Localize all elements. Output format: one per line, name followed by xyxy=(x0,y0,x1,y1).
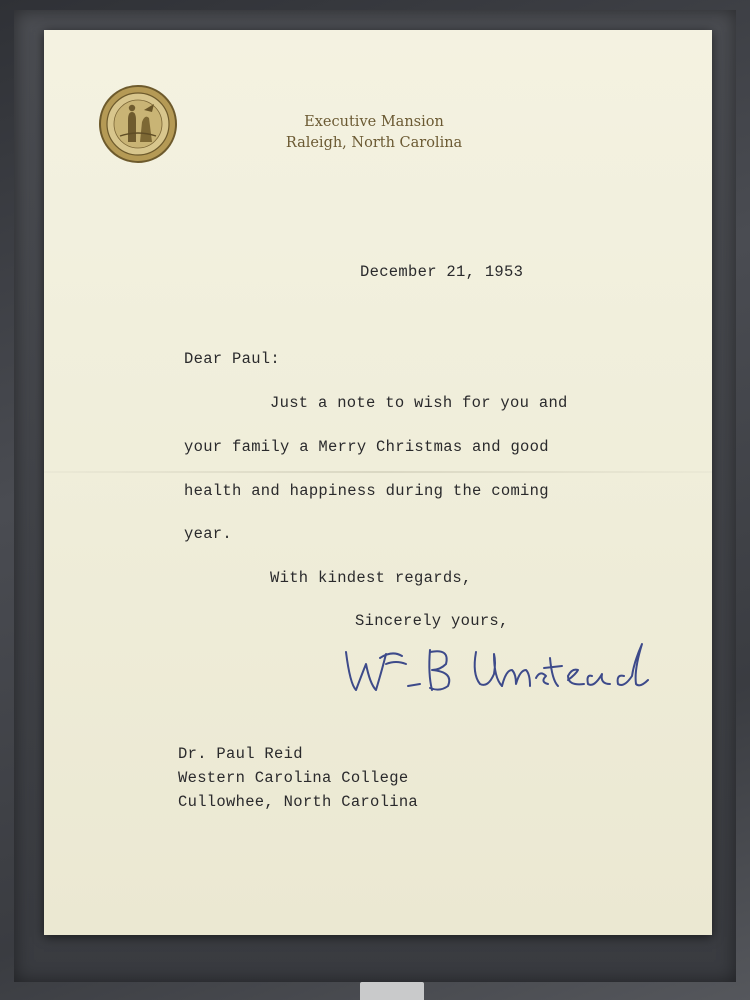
handwritten-signature xyxy=(336,634,666,704)
recipient-city: Cullowhee, North Carolina xyxy=(178,793,419,811)
closing-sincerely: Sincerely yours, xyxy=(355,612,509,630)
letter-date: December 21, 1953 xyxy=(360,263,524,281)
body-line: your family a Merry Christmas and good xyxy=(184,438,549,456)
frame-clip xyxy=(360,982,424,1000)
recipient-address xyxy=(178,742,418,814)
salutation: Dear Paul: xyxy=(184,350,281,368)
letter-page xyxy=(44,30,712,935)
body-line: health and happiness during the coming xyxy=(184,482,549,500)
closing-regards: With kindest regards, xyxy=(270,569,472,587)
letterhead xyxy=(244,112,504,154)
recipient-institution: Western Carolina College xyxy=(178,769,409,787)
state-seal-icon xyxy=(98,84,178,164)
paper-fold-line xyxy=(44,471,712,473)
letterhead-line1: Executive Mansion xyxy=(304,114,444,130)
body-line: Just a note to wish for you and xyxy=(270,394,568,412)
body-line: year. xyxy=(184,525,233,543)
recipient-name: Dr. Paul Reid xyxy=(178,745,303,763)
letterhead-line2: Raleigh, North Carolina xyxy=(285,135,463,151)
